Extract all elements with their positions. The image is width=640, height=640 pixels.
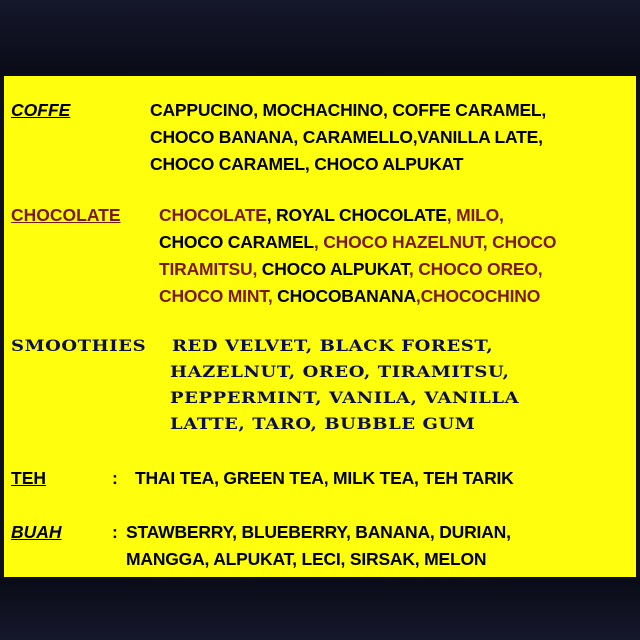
smoothies-line-2: HAZELNUT, OREO, TIRAMITSU, [170, 363, 510, 382]
bottom-frame-bar [0, 577, 640, 640]
smoothies-line-1: RED VELVET, BLACK FOREST, [172, 337, 494, 356]
chocolate-item: , MILO, [446, 205, 504, 225]
top-frame-bar [0, 0, 640, 76]
chocolate-item: , CHOCO OREO, [408, 259, 543, 279]
teh-line: THAI TEA, GREEN TEA, MILK TEA, TEH TARIK [135, 468, 514, 488]
chocolate-line-2 [159, 232, 556, 253]
chocolate-line-3 [159, 259, 542, 280]
chocolate-item: TIRAMITSU, [159, 259, 262, 279]
chocolate-item: CHOCO MINT, [159, 286, 278, 306]
chocolate-item: CHOCO ALPUKAT [261, 259, 409, 279]
buah-line-2: MANGGA, ALPUKAT, LECI, SIRSAK, MELON [126, 549, 487, 569]
chocolate-item: , ROYAL CHOCOLATE [266, 205, 447, 225]
chocolate-item: CHOCO CARAMEL [159, 232, 314, 252]
menu-panel [4, 76, 636, 577]
smoothies-line-3: PEPPERMINT, VANILA, VANILLA [170, 389, 520, 408]
coffe-label: COFFE [11, 100, 71, 120]
chocolate-item: ,CHOCOCHINO [415, 286, 541, 306]
chocolate-item: , CHOCO HAZELNUT, CHOCO [313, 232, 557, 252]
smoothies-line-4: LATTE, TARO, BUBBLE GUM [170, 415, 476, 434]
teh-label: TEH [11, 468, 46, 488]
coffe-line-3: CHOCO CARAMEL, CHOCO ALPUKAT [150, 154, 464, 174]
chocolate-line-1 [159, 205, 504, 226]
smoothies-label: SMOOTHIES [11, 337, 147, 356]
chocolate-label: CHOCOLATE [11, 205, 121, 225]
chocolate-item: CHOCOLATE [159, 205, 267, 225]
buah-line-1: STAWBERRY, BLUEBERRY, BANANA, DURIAN, [126, 522, 511, 542]
buah-label: BUAH [11, 522, 62, 542]
coffe-line-2: CHOCO BANANA, CARAMELLO,VANILLA LATE, [150, 127, 543, 147]
buah-colon: : [112, 522, 118, 542]
chocolate-line-4 [159, 286, 540, 307]
chocolate-item: CHOCOBANANA [277, 286, 416, 306]
coffe-line-1: CAPPUCINO, MOCHACHINO, COFFE CARAMEL, [150, 100, 547, 120]
teh-colon: : [112, 468, 118, 488]
